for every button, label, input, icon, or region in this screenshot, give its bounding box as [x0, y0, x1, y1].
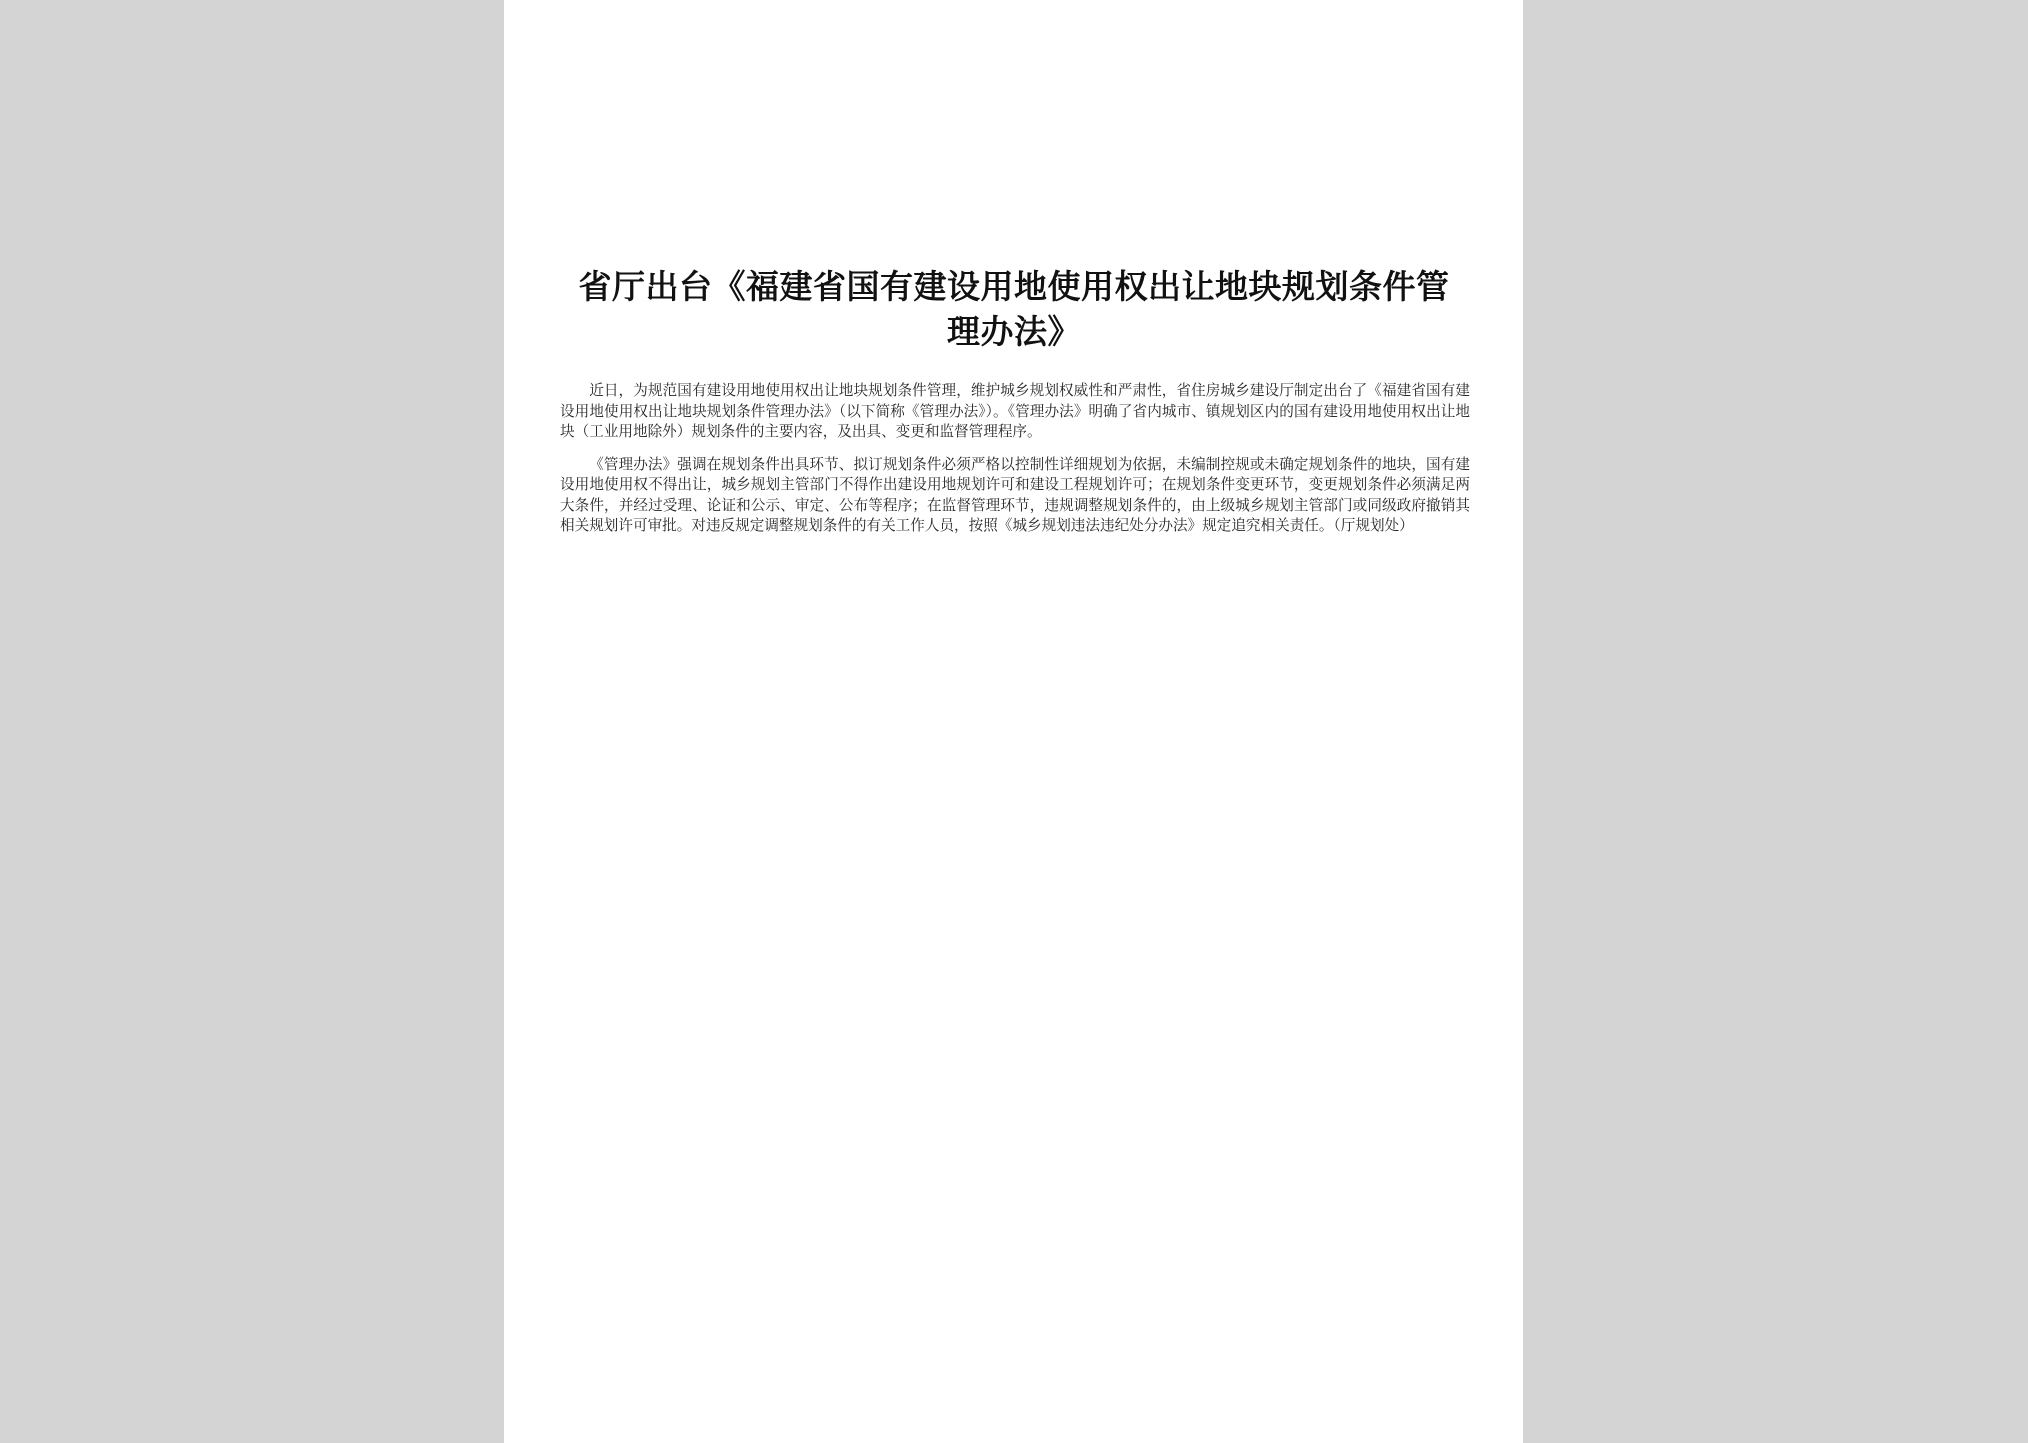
body-paragraph-1: 近日，为规范国有建设用地使用权出让地块规划条件管理，维护城乡规划权威性和严肃性，省住房城乡建设厅制定出台了《福建省国有建设用地使用权出让地块规划条件管理办法》（以下简称《管理办法》）。《管理办法》明确了省内城市、镇规划区内的国有建设用地使用权出让地块（工业用地除外）规划条件的主要内容，及出具、变更和监督管理程序。 — [560, 382, 1470, 440]
document-page — [504, 0, 1523, 1443]
body-paragraph-2: 《管理办法》强调在规划条件出具环节、拟订规划条件必须严格以控制性详细规划为依据，未编制控规或未确定规划条件的地块，国有建设用地使用权不得出让，城乡规划主管部门不得作出建设用地规划许可和建设工程规划许可；在规划条件变更环节，变更规划条件必须满足两大条件，并经过受理、论证和公示、审定、公布等程序；在监督管理环节，违规调整规划条件的，由上级城乡规划主管部门或同级政府撤销其相关规划许可审批。对违反规定调整规划条件的有关工作人员，按照《城乡规划违法违纪处分办法》规定追究相关责任。（厅规划处） — [560, 455, 1470, 534]
document-title: 省厅出台《福建省国有建设用地使用权出让地块规划条件管理办法》 — [578, 267, 1450, 351]
document-body — [560, 381, 1470, 549]
